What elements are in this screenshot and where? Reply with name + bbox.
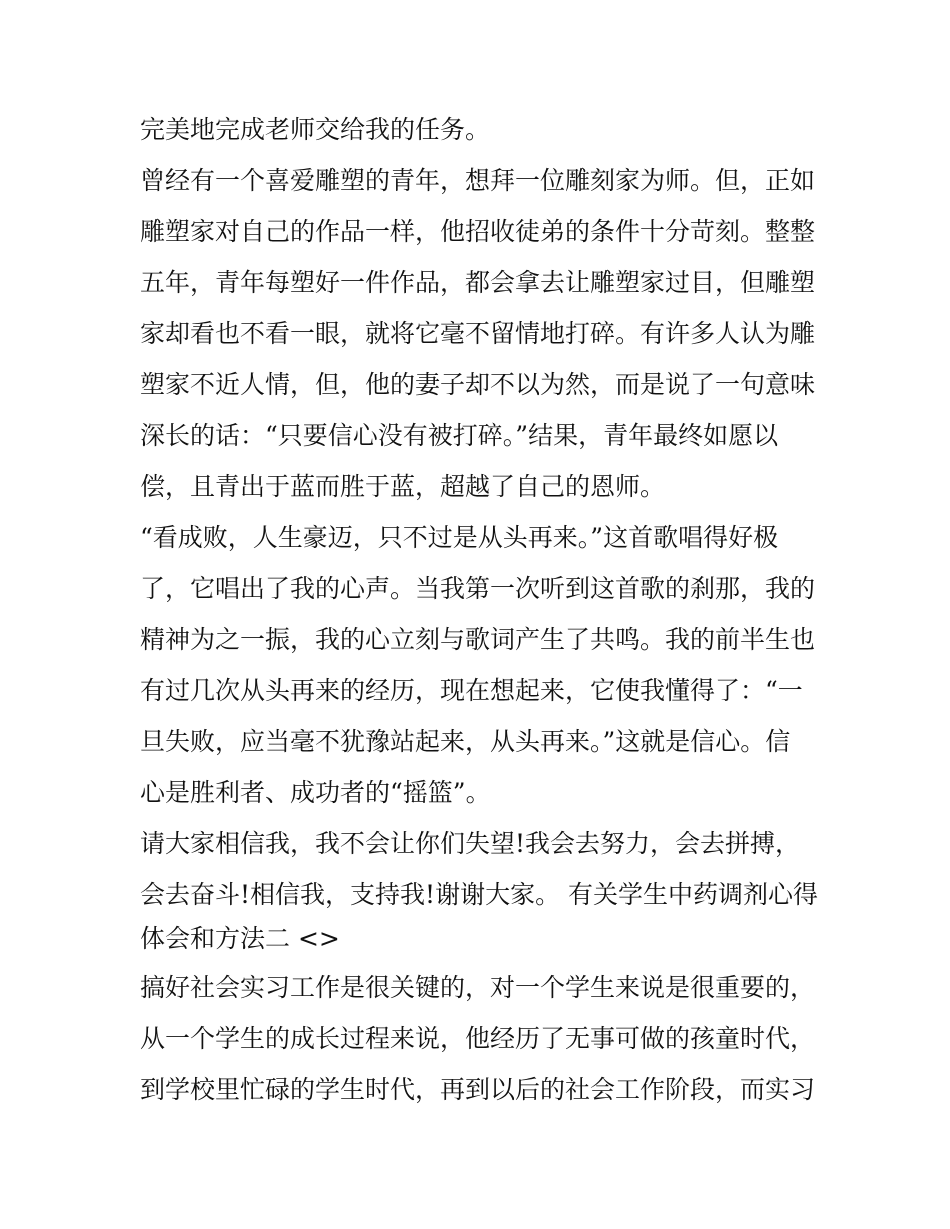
text-line: 曾经有一个喜爱雕塑的青年，想拜一位雕刻家为师。但，正如 bbox=[140, 166, 816, 195]
text-line: 精神为之一振，我的心立刻与歌词产生了共鸣。我的前半生也 bbox=[140, 625, 816, 654]
text-line: 有过几次从头再来的经历，现在想起来，它使我懂得了：“一 bbox=[140, 676, 803, 705]
text-line: 从一个学生的成长过程来说，他经历了无事可做的孩童时代， bbox=[140, 1024, 816, 1053]
text-line: 请大家相信我，我不会让你们失望!我会去努力，会去拼搏， bbox=[140, 829, 801, 858]
text-line: 了，它唱出了我的心声。当我第一次听到这首歌的刹那，我的 bbox=[140, 574, 816, 603]
document-body bbox=[140, 104, 840, 1115]
text-line: 偿，且青出于蓝而胜于蓝，超越了自己的恩师。 bbox=[140, 472, 666, 501]
text-line: 塑家不近人情，但，他的妻子却不以为然，而是说了一句意味 bbox=[140, 370, 816, 399]
text-line: 旦失败，应当毫不犹豫站起来，从头再来。”这就是信心。信 bbox=[140, 727, 791, 756]
text-line: 雕塑家对自己的作品一样，他招收徒弟的条件十分苛刻。整整 bbox=[140, 217, 816, 246]
text-line: 会去奋斗!相信我，支持我!谢谢大家。 有关学生中药调剂心得 bbox=[140, 880, 819, 909]
text-line: 心是胜利者、成功者的“摇篮”。 bbox=[140, 778, 491, 807]
text-line: “看成败，人生豪迈，只不过是从头再来。”这首歌唱得好极 bbox=[140, 523, 779, 552]
text-line: 完美地完成老师交给我的任务。 bbox=[140, 115, 491, 144]
text-line: 体会和方法二 <> bbox=[140, 924, 340, 953]
text-line: 到学校里忙碌的学生时代，再到以后的社会工作阶段，而实习 bbox=[140, 1075, 816, 1104]
text-line: 五年，青年每塑好一件作品，都会拿去让雕塑家过目，但雕塑 bbox=[140, 268, 816, 297]
text-line: 搞好社会实习工作是很关键的，对一个学生来说是很重要的， bbox=[140, 973, 816, 1002]
text-line: 深长的话：“只要信心没有被打碎。”结果，青年最终如愿以 bbox=[140, 421, 779, 450]
text-line: 家却看也不看一眼，就将它毫不留情地打碎。有许多人认为雕 bbox=[140, 319, 816, 348]
